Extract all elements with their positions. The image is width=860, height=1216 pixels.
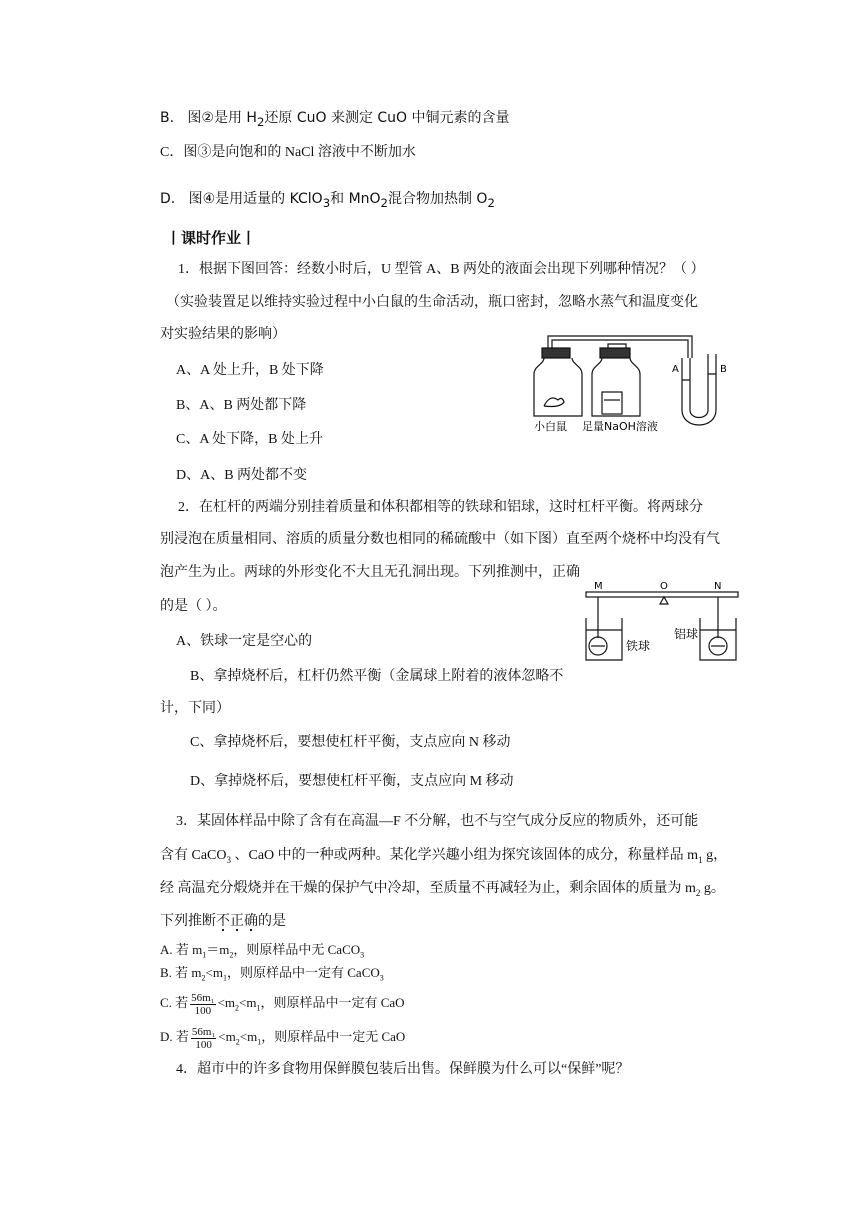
q1-apparatus-figure [530, 330, 726, 438]
q3-option-c [160, 988, 405, 1024]
q3-option-b-sub-3: 3 [379, 973, 384, 983]
label-n: N [714, 581, 722, 592]
q3-option-d-sub-1: 2 [235, 1037, 240, 1047]
q3-option-c-text-1: <m [217, 995, 236, 1010]
q3-option-d-fraction [191, 1026, 216, 1051]
q2-stem-4: 的是（ ）。 [160, 599, 227, 614]
q2-stem-2: 别浸泡在质量相同、溶质的质量分数也相同的稀硫酸中（如下图）直至两个烧杯中均没有气 [160, 532, 720, 547]
bottle-1-stopper [542, 348, 570, 358]
q3-option-a-text-2: ＝m [206, 942, 230, 957]
q3-option-b-sub-1: 2 [201, 973, 206, 983]
prev-option-d-text-1: 图④是用适量的 KClO [188, 191, 323, 207]
q3-stem-4 [160, 912, 286, 932]
q2-option-b-1: B、拿掉烧杯后，杠杆仍然平衡（金属球上附着的液体忽略不 [190, 669, 564, 684]
label-naoh: 足量NaOH溶液 [582, 420, 658, 433]
bottle-2 [592, 358, 640, 416]
q3-option-c-text-2: <m [239, 995, 257, 1010]
prev-option-b-text-1: 图②是用 H [187, 110, 257, 126]
q3-stem-2-text-2: 、CaO 中的一种或两种。某化学兴趣小组为探究该固体的成分，称量样品 m [231, 848, 699, 863]
q3-option-b-text-3: ，则原样品中一定有 CaCO [227, 965, 380, 980]
q4-stem: 4．超市中的许多食物用保鲜膜包装后出售。保鲜膜为什么可以“保鲜”呢？ [176, 1062, 630, 1077]
q2-stem-1: 2．在杠杆的两端分别挂着质量和体积都相等的铁球和铝球，这时杠杆平衡。将两球分 [178, 500, 703, 515]
q3-option-b-text-2: <m [205, 965, 223, 980]
mouse-icon [544, 398, 564, 407]
q2-option-d: D、拿掉烧杯后，要想使杠杆平衡，支点应向 M 移动 [190, 774, 514, 789]
q3-option-d-numerator: 56m₁ [191, 1025, 216, 1038]
q1-note-line-1: （实验装置足以维持实验过程中小白鼠的生命活动，瓶口密封，忽略水蒸气和温度变化 [166, 295, 698, 310]
q3-option-b-text-1: B. 若 m [160, 965, 202, 980]
q3-option-d-text-2: <m [239, 1029, 258, 1044]
prev-option-d [160, 189, 495, 213]
prev-option-d-sub-2: 2 [380, 195, 388, 210]
q3-option-d-sub-2: 1 [257, 1037, 262, 1047]
q3-option-d-text-1: <m [218, 1029, 236, 1044]
prev-option-d-sub-3: 2 [487, 195, 495, 210]
prev-option-b-sub: 2 [256, 114, 265, 129]
q3-option-c-denominator: 100 [194, 1004, 212, 1017]
q3-stem-1: 3．某固体样品中除了含有在高温—F 不分解，也不与空气成分反应的物质外，还可能 [176, 814, 699, 829]
label-iron-ball: 铁球 [626, 639, 651, 653]
q3-stem-2-sub-1: 3 [226, 854, 231, 865]
q3-stem-4-pre: 下列推断 [160, 914, 216, 929]
q2-lever-figure [582, 580, 742, 664]
q3-option-c-sub-2: 1 [256, 1003, 261, 1013]
q3-option-d-denominator: 100 [195, 1038, 212, 1051]
q1-option-c: C、A 处下降，B 处上升 [176, 432, 324, 447]
q3-option-a-sub-1: 1 [202, 950, 207, 960]
q1-option-b: B、A、B 两处都下降 [176, 398, 307, 413]
label-b: B [720, 364, 727, 375]
label-mouse: 小白鼠 [534, 420, 567, 433]
label-o: O [660, 581, 668, 592]
q3-option-a-sub-3: 3 [360, 950, 365, 960]
q3-stem-2 [160, 846, 727, 870]
bottle-2-stopper [600, 348, 630, 358]
q3-option-d-pre: D. 若 [160, 1029, 189, 1044]
prev-option-c: C．图③是向饱和的 NaCl 溶液中不断加水 [160, 145, 416, 160]
label-aluminium-ball: 铝球 [674, 627, 699, 641]
q3-stem-3-text-2: g。 [700, 881, 725, 896]
bottle-1 [534, 358, 582, 416]
prev-option-d-text-2: 和 MnO [330, 191, 381, 207]
q3-stem-2-text-3: g， [702, 848, 728, 863]
u-tube-inner [690, 354, 708, 418]
label-a: A [672, 364, 679, 375]
prev-option-b [160, 108, 510, 132]
q1-stem: 1．根据下图回答：经数小时后，U 型管 A、B 两处的液面会出现下列哪种情况？（ ） [178, 262, 705, 277]
q3-stem-2-sub-2: 1 [698, 854, 703, 865]
q3-option-b [160, 963, 384, 989]
q3-stem-3-text-1: 经 高温充分煅烧并在干燥的保护气中冷却，至质量不再减轻为止，剩余固体的质量为 m [160, 881, 696, 896]
naoh-beaker [602, 392, 622, 414]
label-m: M [594, 581, 603, 592]
section-title: 丨课时作业丨 [166, 229, 257, 247]
u-tube-outer [682, 354, 716, 425]
q2-option-a: A、铁球一定是空心的 [176, 634, 313, 649]
prev-option-d-sub-1: 3 [322, 195, 331, 210]
prev-option-d-letter: D. [160, 191, 176, 207]
q1-option-d: D、A、B 两处都不变 [176, 468, 308, 483]
q3-option-d-text-3: ，则原样品中一定无 CaO [261, 1029, 406, 1044]
q2-stem-3: 泡产生为止。两球的外形变化不大且无孔洞出现。下列推测中，正确 [160, 565, 580, 580]
q3-option-c-numerator: 56m₁ [191, 991, 215, 1004]
q3-option-a-sub-2: 2 [229, 950, 234, 960]
prev-option-d-text-3: 混合物加热制 O [387, 191, 488, 207]
q3-stem-2-text-1: 含有 CaCO [160, 848, 227, 863]
u-tube-levels [682, 374, 716, 380]
fulcrum [660, 597, 668, 604]
q3-option-c-text-3: ，则原样品中一定有 CaO [260, 995, 405, 1010]
q3-stem-3-sub: 2 [695, 887, 701, 898]
q3-option-c-fraction [190, 992, 215, 1017]
q3-stem-3 [160, 879, 725, 903]
lever-bar [586, 592, 738, 597]
q2-option-c: C、拿掉烧杯后，要想使杠杆平衡，支点应向 N 移动 [190, 735, 511, 750]
q3-option-a-text-1: A. 若 m [160, 942, 203, 957]
prev-option-b-text-2: 还原 CuO 来测定 CuO 中铜元素的含量 [264, 110, 510, 126]
q2-option-b-2: 计，下同） [160, 701, 230, 716]
prev-option-b-letter: B. [160, 110, 175, 126]
q3-option-b-sub-2: 1 [223, 973, 227, 983]
q3-stem-4-emphasis: 不正确 [216, 914, 258, 932]
q1-option-a: A、A 处上升，B 处下降 [176, 363, 324, 378]
q3-stem-4-post: 的是 [258, 914, 286, 929]
q3-option-c-sub-1: 2 [235, 1003, 240, 1013]
q3-option-c-pre: C. 若 [160, 995, 189, 1010]
q3-option-a [160, 940, 364, 966]
q3-option-a-text-3: ，则原样品中无 CaCO [233, 942, 361, 957]
q1-note-line-2: 对实验结果的影响） [160, 327, 286, 342]
q3-option-d [160, 1022, 405, 1058]
